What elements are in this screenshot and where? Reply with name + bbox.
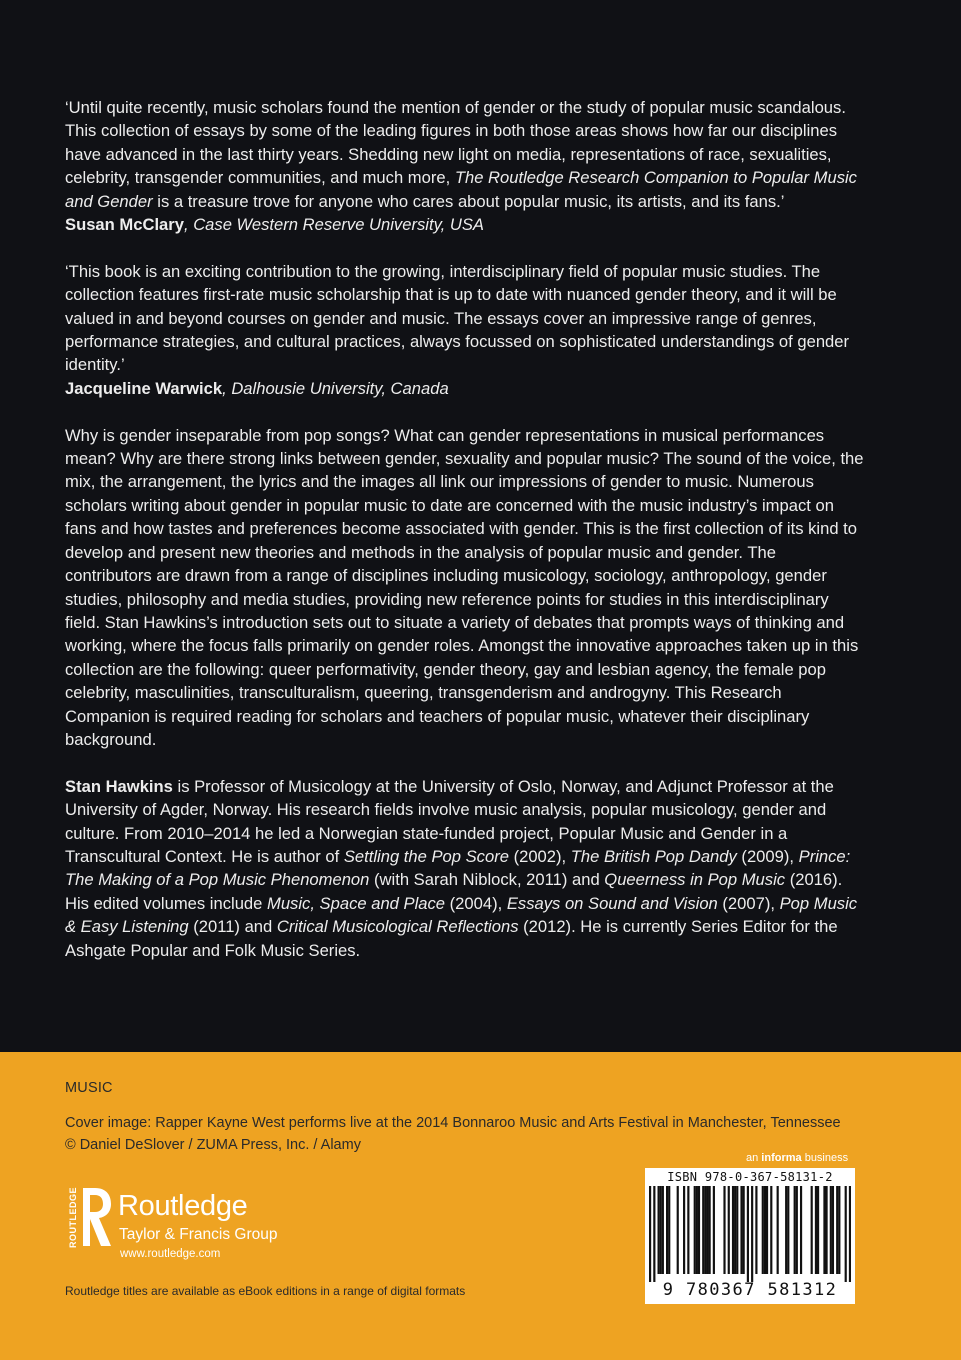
barcode-bar [709,1186,711,1274]
barcode-bar [777,1186,779,1274]
barcode-bar [787,1186,789,1274]
quote-warwick: ‘This book is an exciting contribution to the growing, interdisciplinary field of popular music studies. The collection features first-rate music scholarship that is up to date with nuanced gender theory, and it will be valued in and beyond courses on gender and music. The essays cover an impressive range of genres, performance strategies, and cultural practices, always focussed on sophisticated understandings of gender identity.’ [65,261,850,375]
barcode-bar [811,1186,813,1274]
barcode-bar [666,1186,668,1274]
barcode-bar [740,1186,742,1274]
barcode-bar [683,1186,685,1274]
barcode-bar [734,1186,736,1274]
barcode-bar [732,1186,734,1274]
back-cover-text [65,96,865,962]
barcode-number: 9 780367 581312 [662,1280,838,1300]
barcode-bar [736,1186,738,1274]
barcode-bar [702,1186,704,1274]
barcode-bar [653,1186,655,1282]
routledge-vertical-wordmark [64,1186,80,1248]
quote-warwick-attribution [65,377,865,400]
barcode-bar [836,1186,838,1274]
barcode-bar [849,1186,851,1282]
barcode-bar [832,1186,834,1274]
barcode-bar [796,1186,798,1274]
barcode-bar [660,1186,662,1274]
attribution-name: Susan McClary [65,215,184,235]
barcode-bar [743,1186,745,1274]
barcode-bar [762,1186,764,1274]
barcode-bar [830,1186,832,1274]
barcode-bar [800,1186,802,1274]
taylor-francis-group: Taylor & Francis Group [119,1226,278,1243]
barcode-bars [649,1186,851,1282]
barcode-bar [845,1186,847,1282]
routledge-wordmark: Routledge [118,1190,248,1222]
barcode-bar [764,1186,766,1274]
barcode-bar [755,1186,757,1274]
barcode-bar [662,1186,664,1274]
barcode-bar [838,1186,840,1274]
ebook-note: Routledge titles are available as eBook editions in a range of digital formats [65,1284,466,1298]
barcode-bar [723,1186,725,1274]
barcode-bar [658,1186,660,1274]
quote-mcclary-attribution [65,213,865,236]
barcode-bar [706,1186,708,1274]
barcode-bar [698,1186,700,1274]
barcode-bar [794,1186,796,1274]
barcode-bar [747,1186,749,1282]
barcode-bar [668,1186,670,1274]
routledge-r-mark-icon [81,1186,113,1248]
book-description: Why is gender inseparable from pop songs? What can gender representations in musical performances mean? Why are there strong links between gender, sexuality and popular music? The sound of the voice, the mix, the arrangement, the lyrics and the images all link our impressions of gender to music. Numerous scholars writing about gender in popular music to date are concerned with the music industry’s impact on fans and how tastes and preferences become associated with gender. This is the first collection of its kind to develop and present new theories and methods in the analysis of popular music and gender. The contributors are drawn from a range of disciplines including musicology, sociology, anthropology, gender studies, philosophy and media studies, providing new reference points for studies in this interdisciplinary field. Stan Hawkins’s introduction sets out to situate a variety of debates that prompts ways of thinking and working, where the focus falls primarily on gender roles. Amongst the innovative approaches taken up in this collection are the following: queer performativity, gender theory, gay and lesbian agency, the female pop celebrity, masculinities, transculturalism, queering, transgenderism and androgyny. This Research Companion is required reading for scholars and teachers of popular music, whatever their disciplinary background. [65,425,864,749]
barcode-bar [817,1186,819,1274]
editor-name: Stan Hawkins [65,776,173,796]
barcode-bar [766,1186,768,1274]
barcode-bar [649,1186,651,1282]
editor-bio: Stan Hawkins is Professor of Musicology at the University of Oslo, Norway, and Adjunct Professor at the University of Agder, Norway. His research fields involve music analysis, popular musicology, gender and culture. From 2010–2014 he led a Norwegian state-funded project, Popular Music and Gender in a Transcultural Context. He is author of Settling the Pop Score (2002), The British Pop Dandy (2009), Prince: The Making of a Pop Music Phenomenon (with Sarah Niblock, 2011) and Queerness in Pop Music (2016). His edited volumes include Music, Space and Place (2004), Essays on Sound and Vision (2007), Pop Music & Easy Listening (2011) and Critical Musicological Reflections (2012). He is currently Series Editor for the Ashgate Popular and Folk Music Series. [65,776,858,960]
attribution-affiliation: , Case Western Reserve University, USA [183,215,484,235]
barcode-bar [785,1186,787,1274]
barcode-bar [713,1186,715,1274]
book-title: The Routledge Research Companion to Popular Music and Gender [65,168,857,211]
barcode-bar [825,1186,827,1274]
isbn-label: ISBN 978-0-367-58131-2 [667,1170,833,1184]
barcode-bar [696,1186,698,1274]
informa-tagline: an informa business [746,1152,849,1164]
barcode-bar [687,1186,689,1274]
cover-image-credit: Cover image: Rapper Kayne West performs live at the 2014 Bonnaroo Music and Arts Festival in Manchester, Tennessee © Daniel DeSlover / ZUMA Press, Inc. / Alamy [65,1115,841,1153]
barcode-bar [728,1186,730,1274]
barcode-bar [694,1186,696,1274]
svg-text:ROUTLEDGE: ROUTLEDGE [68,1186,78,1248]
barcode-bar [815,1186,817,1274]
barcode-bar [677,1186,679,1274]
quote-mcclary: ‘Until quite recently, music scholars found the mention of gender or the study of popular music scandalous. This collection of essays by some of the leading figures in both those areas shows how far our disciplines have advanced in the last thirty years. Shedding new light on media, representations of race, sexualities, celebrity, transgender communities, and much more, The Routledge Research Companion to Popular Music and Gender is a treasure trove for anyone who cares about popular music, its artists, and its fans.’ [65,98,857,211]
routledge-url: www.routledge.com [120,1248,221,1260]
attribution-name: Jacqueline Warwick [65,378,223,398]
attribution-affiliation: , Dalhousie University, Canada [222,378,449,398]
barcode-bar [770,1186,772,1274]
isbn-barcode [645,1168,855,1304]
barcode-bar [704,1186,706,1274]
routledge-logo [64,1186,294,1266]
subject-category: MUSIC [65,1080,113,1096]
barcode-bar [751,1186,753,1282]
barcode-bar [823,1186,825,1274]
